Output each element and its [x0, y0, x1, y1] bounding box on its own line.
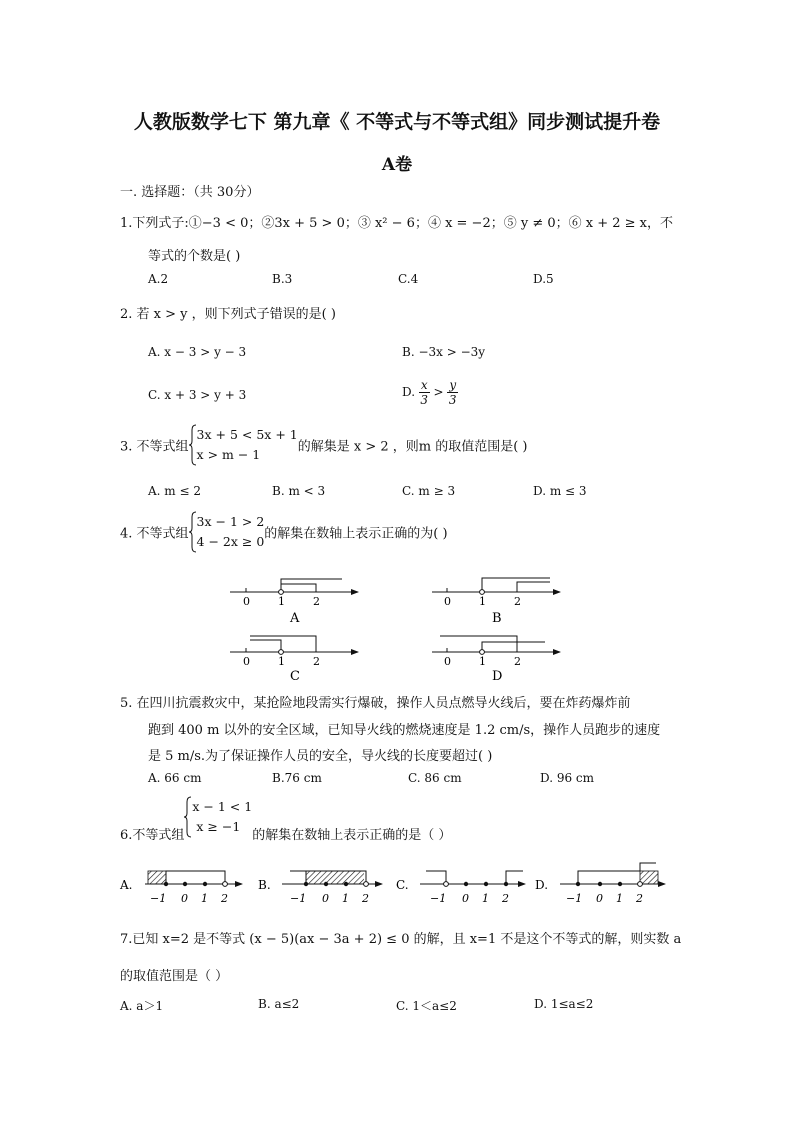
- question-4-stem: 4. 不等式组 3x − 1 > 2 4 − 2x ≥ 0 的解集在数轴上表示正确的为( ): [120, 511, 448, 553]
- page-title: 人教版数学七下 第九章《 不等式与不等式组》同步测试提升卷: [133, 111, 661, 133]
- inequality-system: 3x − 1 > 2 4 − 2x ≥ 0: [196, 514, 265, 549]
- tick-label: 2: [636, 892, 643, 905]
- option-label: A.: [120, 878, 133, 892]
- question-7-line2: 的取值范围是（ ）: [120, 969, 229, 984]
- option-label: A: [290, 611, 300, 626]
- tick-label: 0: [322, 892, 329, 905]
- q4-option-d-number-line: [432, 636, 560, 684]
- q2-option-d: D. $\frac{x}{3}$ > $\frac{y}{3}$: [402, 378, 457, 407]
- q6-option-a-number-line: [119, 871, 242, 905]
- question-1-stem-cont: 等式的个数是( ): [148, 249, 241, 264]
- q7-option-c: C. 1＜a≤2: [396, 999, 457, 1013]
- fraction: $\frac{y}{3}$: [448, 378, 457, 407]
- question-5-line2: 跑到 400 m 以外的安全区域，已知导火线的燃烧速度是 1.2 cm/s，操作人员跑步的速度: [148, 723, 661, 738]
- q1-option-c: C.4: [398, 272, 419, 286]
- q5-option-b: B.76 cm: [272, 771, 322, 785]
- q6-option-d-number-line: [535, 863, 665, 905]
- q3-option-a: A. m ≤ 2: [148, 484, 201, 498]
- tick-label: −1: [150, 892, 167, 905]
- tick-label: −1: [290, 892, 307, 905]
- q2-option-c: C. x + 3 > y + 3: [148, 388, 247, 402]
- option-label: C: [290, 669, 300, 684]
- fraction: $\frac{x}{3}$: [420, 378, 429, 407]
- question-2-stem: 2. 若 x > y ，则下列式子错误的是( ): [120, 307, 336, 322]
- section-heading: 一. 选择题：（共 30分）: [120, 185, 260, 200]
- tick-label: 0: [596, 892, 603, 905]
- tick-label: 2: [514, 595, 521, 608]
- question-6-stem: 6.不等式组 x − 1 < 1 x ≥ −1 的解集在数轴上表示正确的是（ ）: [120, 796, 451, 838]
- inequality-system: 3x + 5 < 5x + 1 x > m − 1: [196, 427, 298, 462]
- q1-option-d: D.5: [533, 272, 554, 286]
- q4-number-line-figure: [0, 570, 794, 685]
- question-3-stem: 3. 不等式组 3x + 5 < 5x + 1 x > m − 1 的解集是 x > 2 ，则m 的取值范围是( ): [120, 424, 527, 466]
- q3-option-b: B. m < 3: [272, 484, 326, 498]
- q5-option-d: D. 96 cm: [540, 771, 595, 785]
- tick-label: 0: [243, 655, 250, 668]
- tick-label: 1: [479, 655, 486, 668]
- q7-option-a: A. a＞1: [120, 999, 164, 1013]
- q6-option-b-number-line: [258, 871, 382, 905]
- tick-label: 1: [342, 892, 349, 905]
- tick-label: 1: [201, 892, 208, 905]
- tick-label: 0: [444, 655, 451, 668]
- page-subtitle: A卷: [381, 155, 413, 175]
- tick-label: 1: [482, 892, 489, 905]
- q5-option-c: C. 86 cm: [408, 771, 462, 785]
- tick-label: 2: [313, 655, 320, 668]
- question-5-line1: 5. 在四川抗震救灾中，某抢险地段需实行爆破，操作人员点燃导火线后，要在炸药爆炸前: [120, 696, 631, 711]
- question-1-stem: 1.下列式子:①−3 < 0；②3x + 5 > 0；③ x² − 6；④ x = −2；⑤ y ≠ 0；⑥ x + 2 ≥ x，不: [120, 216, 674, 231]
- q4-option-b-number-line: [432, 578, 560, 626]
- q3-option-d: D. m ≤ 3: [533, 484, 587, 498]
- q7-option-b: B. a≤2: [258, 997, 300, 1011]
- q3-option-c: C. m ≥ 3: [402, 484, 456, 498]
- option-label: D.: [535, 878, 549, 892]
- tick-label: 2: [362, 892, 369, 905]
- q7-option-d: D. 1≤a≤2: [534, 997, 594, 1011]
- tick-label: 1: [479, 595, 486, 608]
- question-5-line3: 是 5 m/s.为了保证操作人员的安全，导火线的长度要超过( ): [148, 749, 493, 764]
- q1-option-a: A.2: [148, 272, 169, 286]
- q5-option-a: A. 66 cm: [148, 771, 202, 785]
- q4-option-a-number-line: [230, 579, 358, 626]
- tick-label: 1: [278, 655, 285, 668]
- tick-label: 0: [444, 595, 451, 608]
- q4-option-c-number-line: [230, 636, 358, 684]
- tick-label: 0: [243, 595, 250, 608]
- tick-label: 2: [502, 892, 509, 905]
- q2-option-a: A. x − 3 > y − 3: [148, 345, 247, 359]
- q6-option-c-number-line: [396, 871, 525, 905]
- tick-label: 1: [616, 892, 623, 905]
- option-label: D: [492, 669, 503, 684]
- tick-label: 2: [221, 892, 228, 905]
- tick-label: 2: [313, 595, 320, 608]
- tick-label: −1: [430, 892, 447, 905]
- brace-icon: [184, 796, 192, 838]
- q1-option-b: B.3: [272, 272, 293, 286]
- tick-label: 0: [462, 892, 469, 905]
- brace-icon: [189, 511, 197, 553]
- question-7-line1: 7.已知 x=2 是不等式 (x − 5)(ax − 3a + 2) ≤ 0 的解，且 x=1 不是这个不等式的解，则实数 a: [120, 932, 682, 947]
- q6-number-line-figure: [0, 858, 794, 908]
- tick-label: −1: [566, 892, 583, 905]
- option-label: B.: [258, 878, 271, 892]
- option-label: B: [492, 611, 502, 626]
- option-label: C.: [396, 878, 409, 892]
- tick-label: 0: [181, 892, 188, 905]
- inequality-system: x − 1 < 1 x ≥ −1: [192, 799, 253, 834]
- q2-option-b: B. −3x > −3y: [402, 345, 486, 359]
- tick-label: 1: [278, 595, 285, 608]
- tick-label: 2: [514, 655, 521, 668]
- brace-icon: [189, 424, 197, 466]
